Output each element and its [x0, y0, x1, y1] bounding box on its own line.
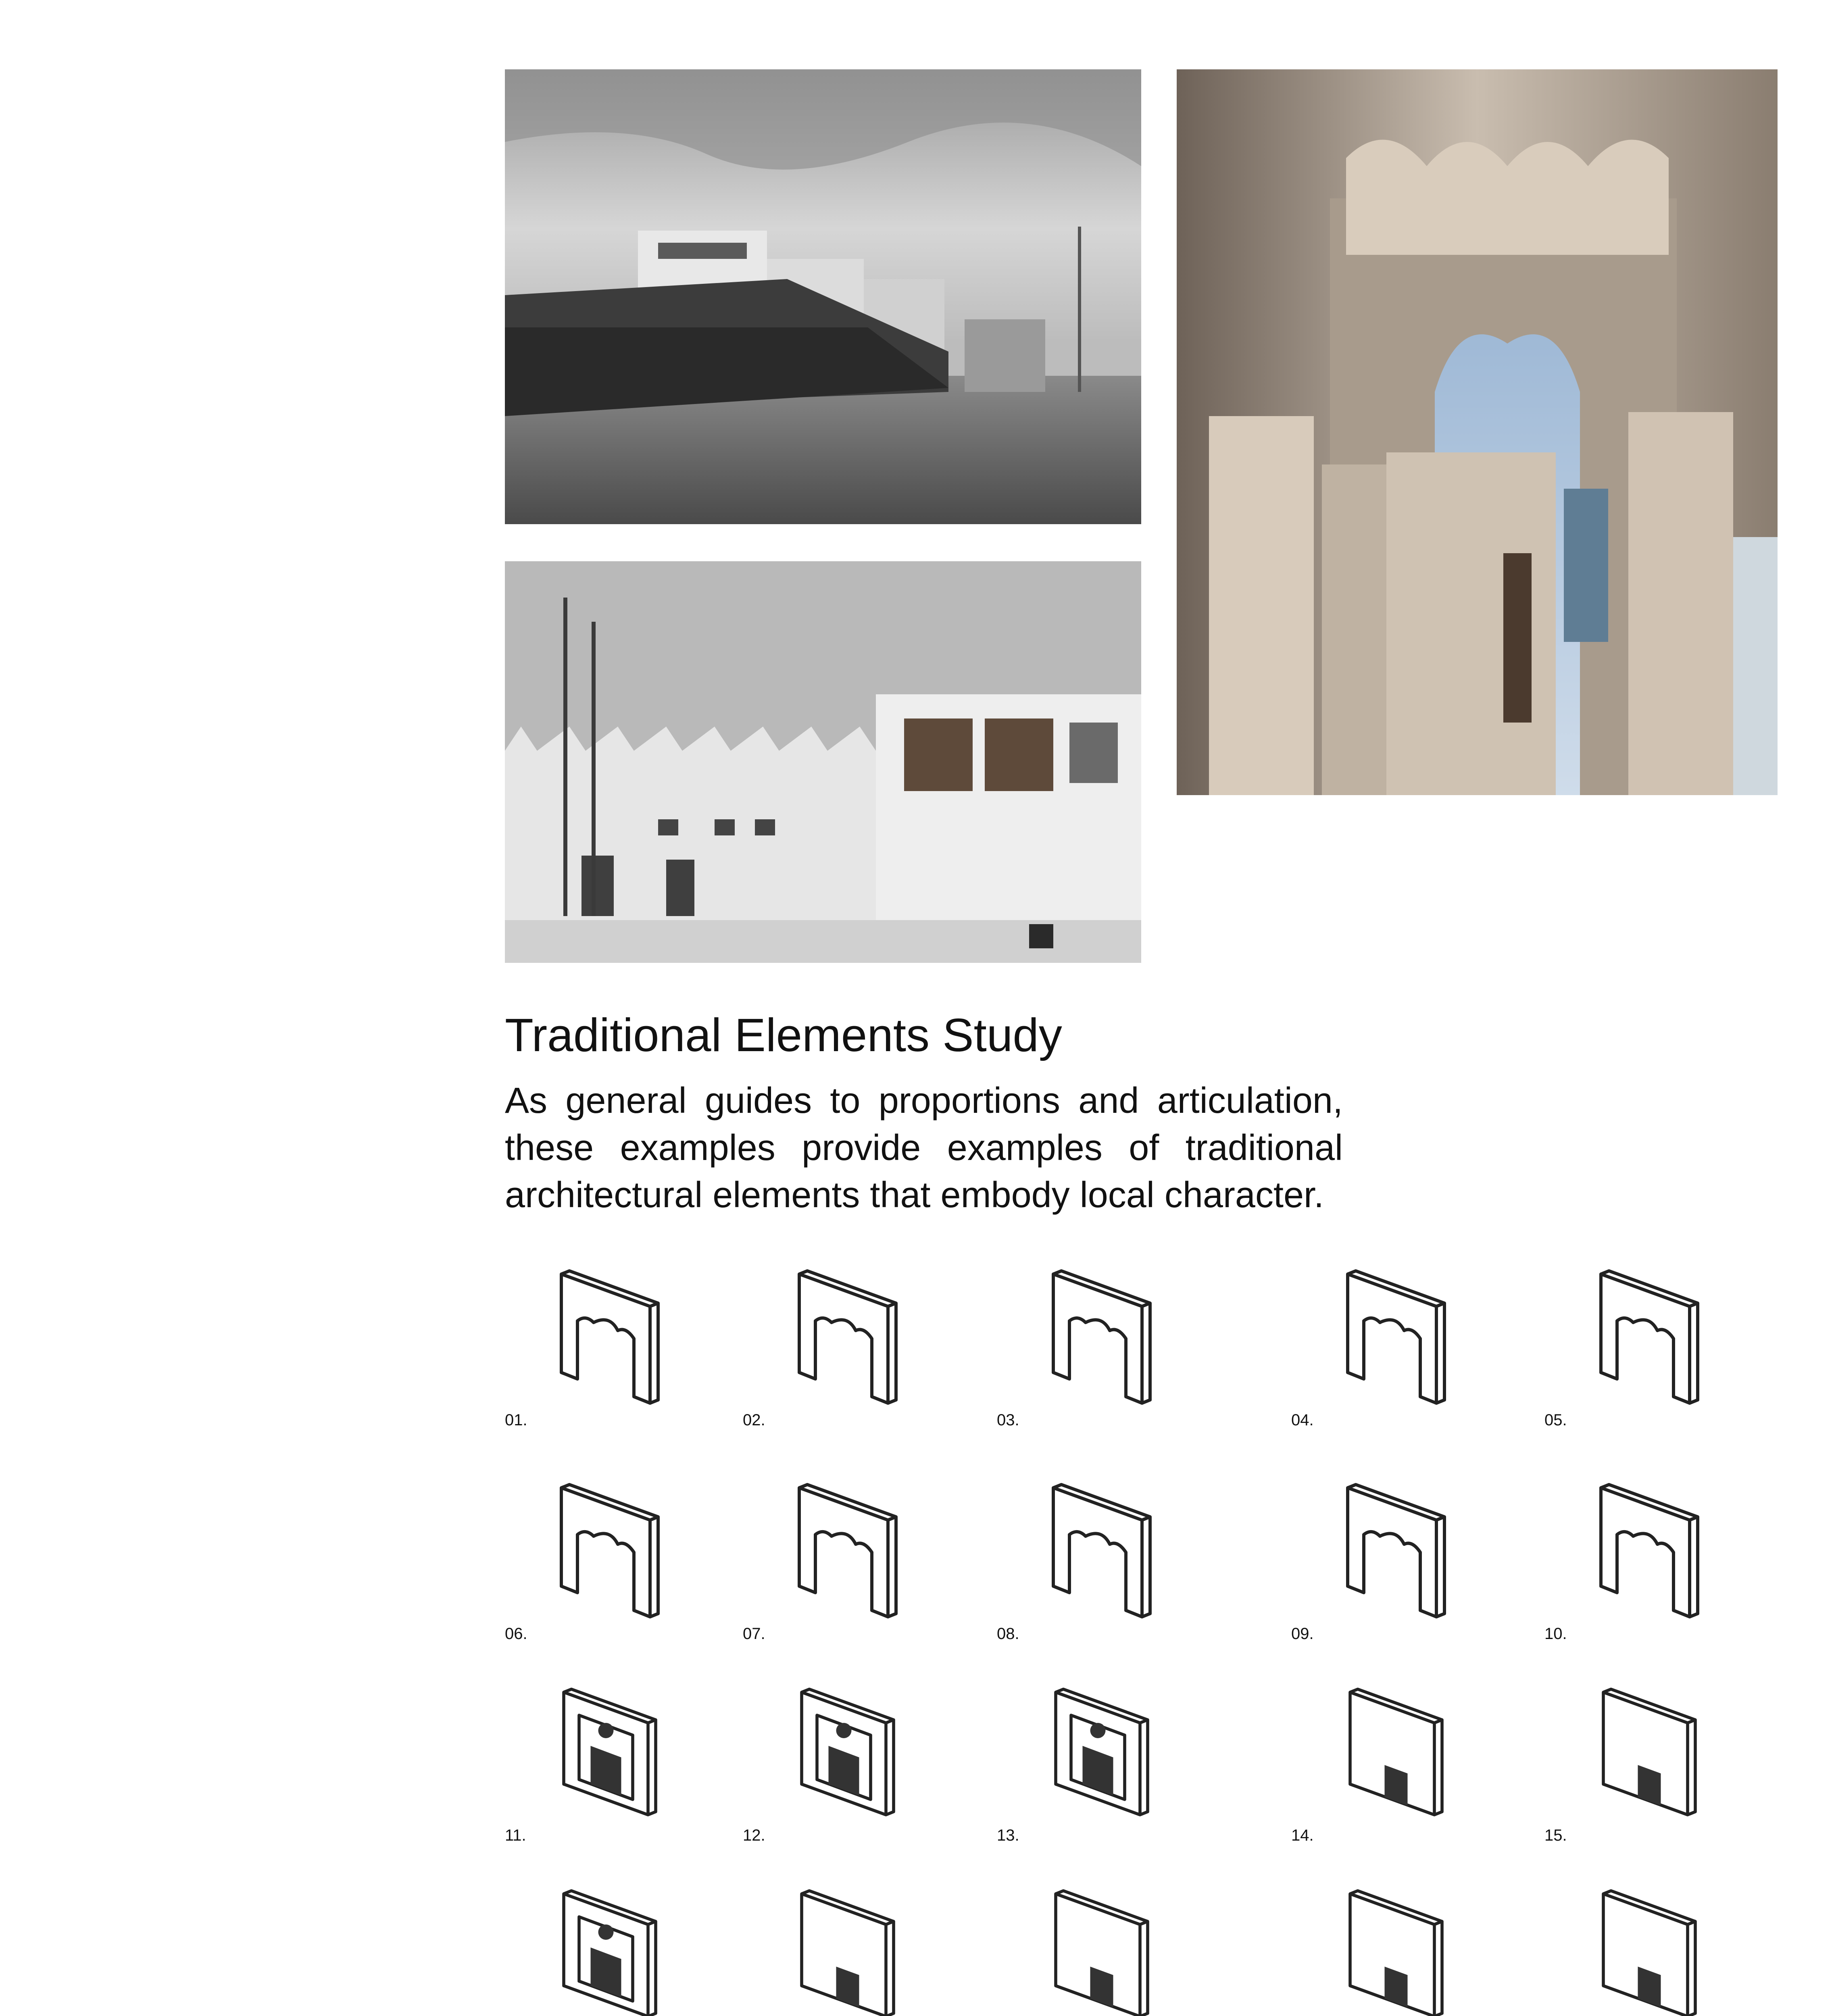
- element-number: 07.: [743, 1625, 765, 1643]
- element-drawing: [997, 1871, 1207, 2016]
- element-number: 14.: [1291, 1826, 1314, 1844]
- element-number: 04.: [1291, 1411, 1314, 1429]
- element-number: 06.: [505, 1625, 527, 1643]
- courtyard-building-photo: [505, 561, 1141, 963]
- element-drawing: [1291, 1871, 1501, 2016]
- element-drawing: [743, 1250, 952, 1411]
- element-drawing: [1544, 1250, 1754, 1411]
- element-drawing: [1544, 1669, 1754, 1822]
- element-number: 10.: [1544, 1625, 1567, 1643]
- element-grid: [505, 1250, 1795, 2016]
- element-drawing: [505, 1464, 715, 1625]
- element-number: 01.: [505, 1411, 527, 1429]
- element-drawing: [505, 1250, 715, 1411]
- element-drawing: [997, 1250, 1207, 1411]
- element-drawing: [1291, 1669, 1501, 1822]
- element-number: 11.: [505, 1826, 526, 1844]
- element-number: 08.: [997, 1625, 1019, 1643]
- element-drawing: [743, 1464, 952, 1625]
- element-drawing: [1291, 1464, 1501, 1625]
- element-drawing: [997, 1464, 1207, 1625]
- element-number: 15.: [1544, 1826, 1567, 1844]
- element-number: 09.: [1291, 1625, 1314, 1643]
- element-number: 03.: [997, 1411, 1019, 1429]
- section-body: As general guides to proportions and articulation, these examples provide examples of traditional architectural elements that embody local character.: [505, 1081, 1343, 1215]
- element-drawing: [1291, 1250, 1501, 1411]
- element-drawing: [1544, 1871, 1754, 2016]
- historic-street-photo: [505, 69, 1141, 524]
- element-drawing: [1544, 1464, 1754, 1625]
- element-number: 13.: [997, 1826, 1019, 1844]
- element-number: 05.: [1544, 1411, 1567, 1429]
- element-drawing: [505, 1669, 715, 1822]
- section-title: Traditional Elements Study: [505, 1009, 1062, 1061]
- element-number: 12.: [743, 1826, 765, 1844]
- element-drawing: [743, 1871, 952, 2016]
- element-drawing: [997, 1669, 1207, 1822]
- element-drawing: [743, 1669, 952, 1822]
- element-number: 02.: [743, 1411, 765, 1429]
- element-drawing: [505, 1871, 715, 2016]
- arched-colonnade-photo: [1177, 69, 1778, 795]
